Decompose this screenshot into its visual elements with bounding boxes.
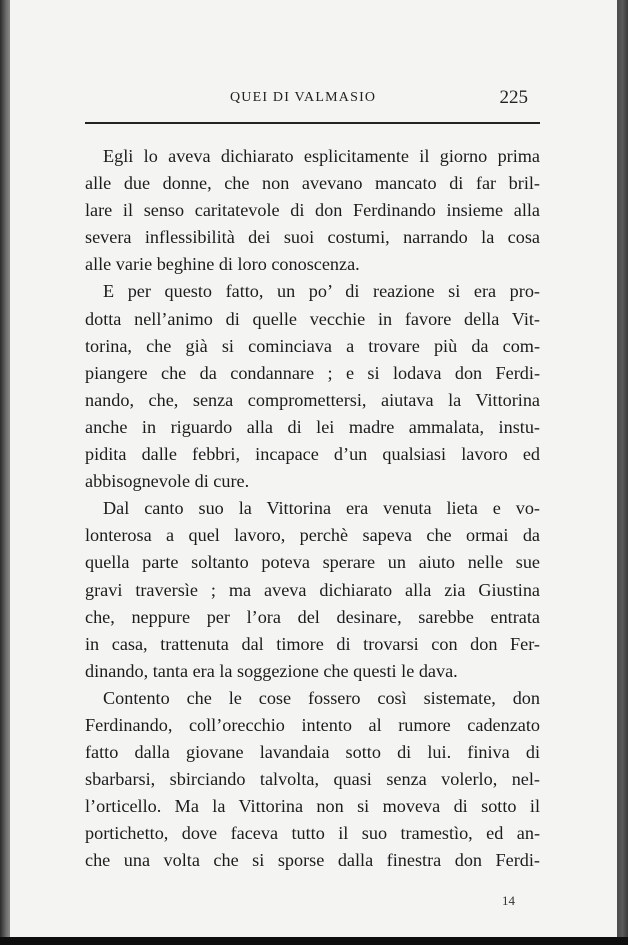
paragraph-first-line: Dal canto suo la Vittorina era venuta lieta e vo- [103,498,540,519]
text-line: in casa, trattenuta dal timore di trovarsi con don Fer- [85,633,540,654]
text-line: sbarbarsi, sbirciando talvolta, quasi senza volerlo, nel- [85,769,540,790]
page-number: 225 [499,87,528,108]
running-title: QUEI DI VALMASIO [230,90,377,105]
page-right-edge [617,0,628,945]
paragraph-first-line: Contento che le cose fossero così sistemate, don [103,687,540,708]
text-line: pidita dalle febbri, incapace d’un qualsiasi lavoro ed [85,444,540,465]
text-line: l’orticello. Ma la Vittorina non si moveva di sotto il [85,796,540,817]
header-rule [85,122,540,124]
text-line: piangere che da condannare ; e si lodava don Ferdi- [85,362,540,383]
body-text [85,143,540,875]
text-line: che una volta che si sporse dalla finestra don Ferdi- [85,850,540,871]
text-line: alle varie beghine di loro conoscenza. [85,254,360,275]
text-line: abbisognevole di cure. [85,471,250,492]
paragraph-first-line: Egli lo aveva dichiarato esplicitamente il giorno prima [103,146,540,166]
running-head [85,87,540,110]
text-line: dotta nell’animo di quelle vecchie in favore della Vit- [85,308,540,329]
text-line: anche in riguardo alla di lei madre ammalata, instu- [85,416,540,437]
text-line: torina, che già si cominciava a trovare più da com- [85,335,540,356]
text-line: nando, che, senza compromettersi, aiutava la Vittorina [85,389,540,410]
text-line: alle due donne, che non avevano mancato di far bril- [85,173,540,194]
text-line: dinando, tanta era la soggezione che questi le dava. [85,660,458,681]
paragraph-first-line: E per questo fatto, un po’ di reazione si era pro- [103,281,540,302]
text-line: gravi traversìe ; ma aveva dichiarato alla zia Giustina [85,579,540,600]
text-line: fatto dalla giovane lavandaia sotto di lui. finiva di [85,742,540,763]
text-line: lare il senso caritatevole di don Ferdinando insieme alla [85,200,540,221]
text-line: portichetto, dove faceva tutto il suo tramestìo, ed an- [85,823,540,844]
text-line: quella parte soltanto poteva sperare un aiuto nelle sue [85,552,540,573]
text-line: lonterosa a quel lavoro, perchè sapeva che ormai da [85,525,540,546]
page-bottom-edge [0,937,628,945]
text-line: severa inflessibilità dei suoi costumi, narrando la cosa [85,227,540,248]
page-left-edge [0,0,10,945]
text-line: che, neppure per l’ora del desinare, sarebbe entrata [85,606,540,627]
text-line: Ferdinando, coll’orecchio intento al rumore cadenzato [85,714,540,735]
signature-mark: 14 [502,893,515,908]
